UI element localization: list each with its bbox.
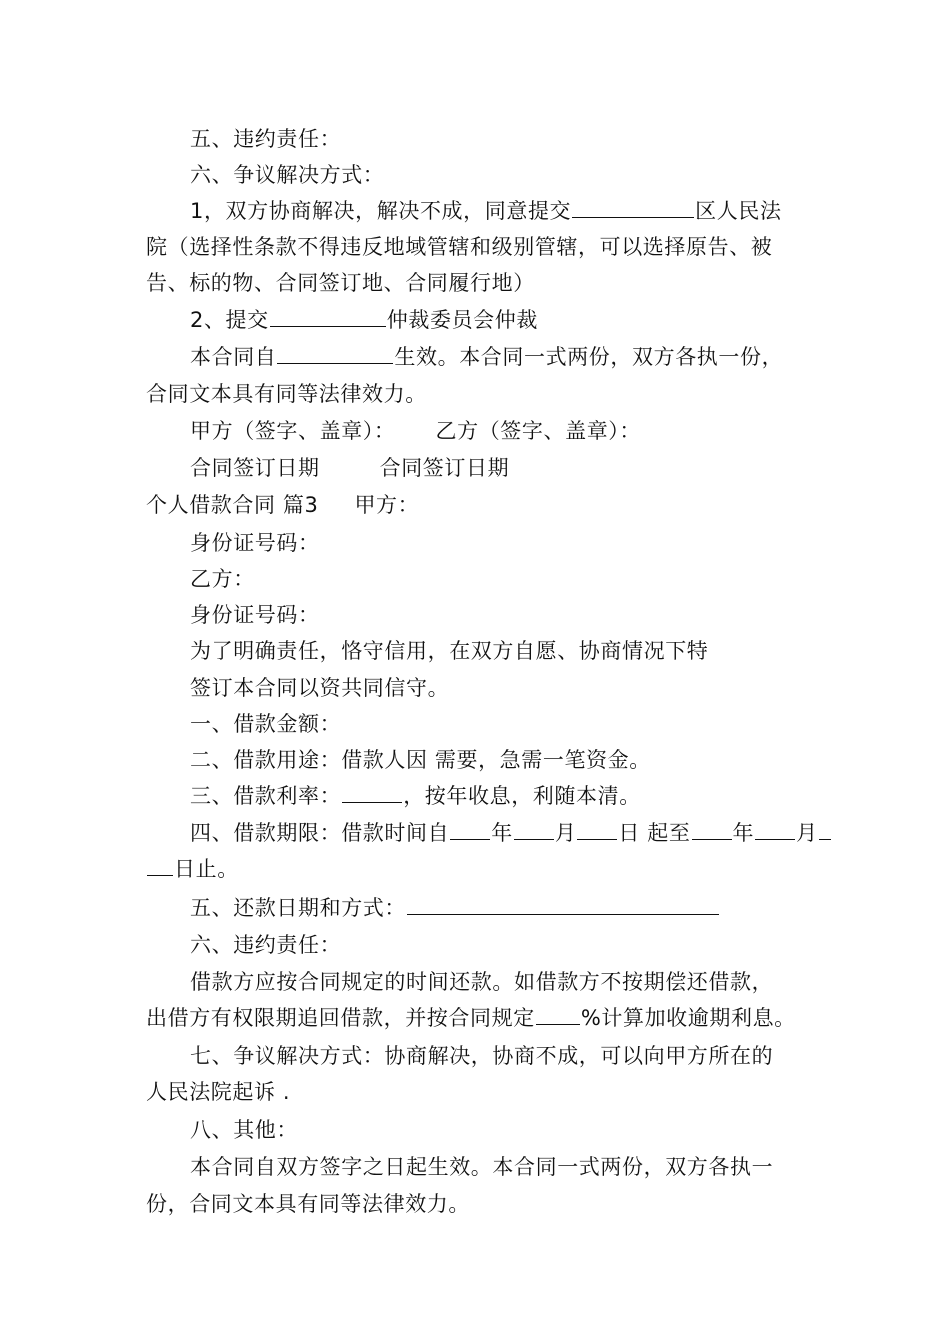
text: 甲方： <box>354 493 420 517</box>
text: 人民法院起诉 . <box>146 1080 291 1104</box>
text: 月 <box>554 821 577 845</box>
text-line <box>190 602 320 628</box>
section-heading: 个人借款合同 篇3 <box>146 493 319 517</box>
text-line <box>190 783 641 809</box>
text: 合同文本具有同等法律效力。 <box>146 382 427 406</box>
text: 五、违约责任： <box>190 127 342 151</box>
fill-blank <box>450 821 490 840</box>
text-line <box>190 418 641 444</box>
text-line <box>146 1191 470 1217</box>
text: 四、借款期限：借款时间自 <box>190 821 450 845</box>
text-line <box>146 856 239 882</box>
text: 年 <box>732 821 755 845</box>
text-line <box>190 747 651 773</box>
text-line <box>190 307 538 333</box>
text: 一、借款金额： <box>190 712 342 736</box>
text: 五、还款日期和方式： <box>190 896 406 920</box>
text: 2、提交 <box>190 308 269 332</box>
text: 三、借款利率： <box>190 784 342 808</box>
text: ，按年收息，利随本清。 <box>403 784 641 808</box>
text: 本合同自双方签字之日起生效。本合同一式两份，双方各执一 <box>190 1155 774 1179</box>
text: 年 <box>491 821 513 845</box>
text-line <box>146 381 427 407</box>
text: 合同签订日期 <box>190 456 320 480</box>
fill-blank <box>277 345 393 364</box>
text-line <box>146 492 419 518</box>
text-line <box>190 1043 773 1069</box>
text: 七、争议解决方式：协商解决，协商不成，可以向甲方所在的 <box>190 1044 774 1068</box>
text: 为了明确责任，恪守信用，在双方自愿、协商情况下特 <box>190 639 709 663</box>
text: 1，双方协商解决，解决不成，同意提交 <box>190 199 572 223</box>
text-line <box>190 1117 298 1143</box>
fill-blank <box>270 308 386 327</box>
text-line <box>190 530 320 556</box>
text-line <box>190 675 449 701</box>
text-line <box>146 1005 796 1031</box>
text-line <box>146 270 535 296</box>
text: 告、标的物、合同签订地、合同履行地） <box>146 271 535 295</box>
text-line <box>190 198 782 224</box>
text-line <box>190 455 509 481</box>
text: 六、争议解决方式： <box>190 163 385 187</box>
text-line <box>190 638 708 664</box>
text: 区人民法 <box>695 199 782 223</box>
text-line <box>190 711 341 737</box>
fill-blank <box>819 821 831 840</box>
fill-blank <box>536 1006 580 1025</box>
text: 日 起至 <box>618 821 691 845</box>
text: 二、借款用途：借款人因 需要，急需一笔资金。 <box>190 748 651 772</box>
text: 出借方有权限期追回借款，并按合同规定 <box>146 1006 535 1030</box>
text: 院（选择性条款不得违反地域管辖和级别管辖，可以选择原告、被 <box>146 235 773 259</box>
text: 生效。本合同一式两份，双方各执一份， <box>394 345 784 369</box>
text-line <box>190 162 384 188</box>
fill-blank <box>572 199 694 218</box>
fill-blank <box>577 821 617 840</box>
text: 八、其他： <box>190 1118 298 1142</box>
text: 甲方（签字、盖章）： <box>190 419 396 443</box>
text: 本合同自 <box>190 345 277 369</box>
text-line <box>190 1154 773 1180</box>
text-line <box>146 1079 290 1105</box>
fill-blank <box>514 821 554 840</box>
text-line <box>190 126 341 152</box>
text: 乙方： <box>190 567 255 591</box>
text: %计算加收逾期利息。 <box>580 1006 796 1030</box>
fill-blank <box>755 821 795 840</box>
text-line <box>190 895 720 921</box>
fill-blank <box>147 857 173 876</box>
text: 身份证号码： <box>190 531 320 555</box>
text-line <box>190 969 773 995</box>
text: 签订本合同以资共同信守。 <box>190 676 450 700</box>
fill-blank <box>692 821 732 840</box>
text: 六、违约责任： <box>190 933 342 957</box>
text: 身份证号码： <box>190 603 320 627</box>
text: 份，合同文本具有同等法律效力。 <box>146 1192 470 1216</box>
text: 借款方应按合同规定的时间还款。如借款方不按期偿还借款， <box>190 970 774 994</box>
text: 合同签订日期 <box>379 456 510 480</box>
fill-blank <box>342 784 402 803</box>
text-line <box>190 566 255 592</box>
text: 仲裁委员会仲裁 <box>386 308 538 332</box>
fill-blank <box>407 896 719 915</box>
text: 月 <box>796 821 818 845</box>
text-line <box>190 932 341 958</box>
text: 日止。 <box>174 857 239 881</box>
text-line <box>190 344 783 370</box>
text-line <box>146 234 772 260</box>
text: 乙方（签字、盖章）： <box>435 419 641 443</box>
text-line <box>190 820 832 846</box>
